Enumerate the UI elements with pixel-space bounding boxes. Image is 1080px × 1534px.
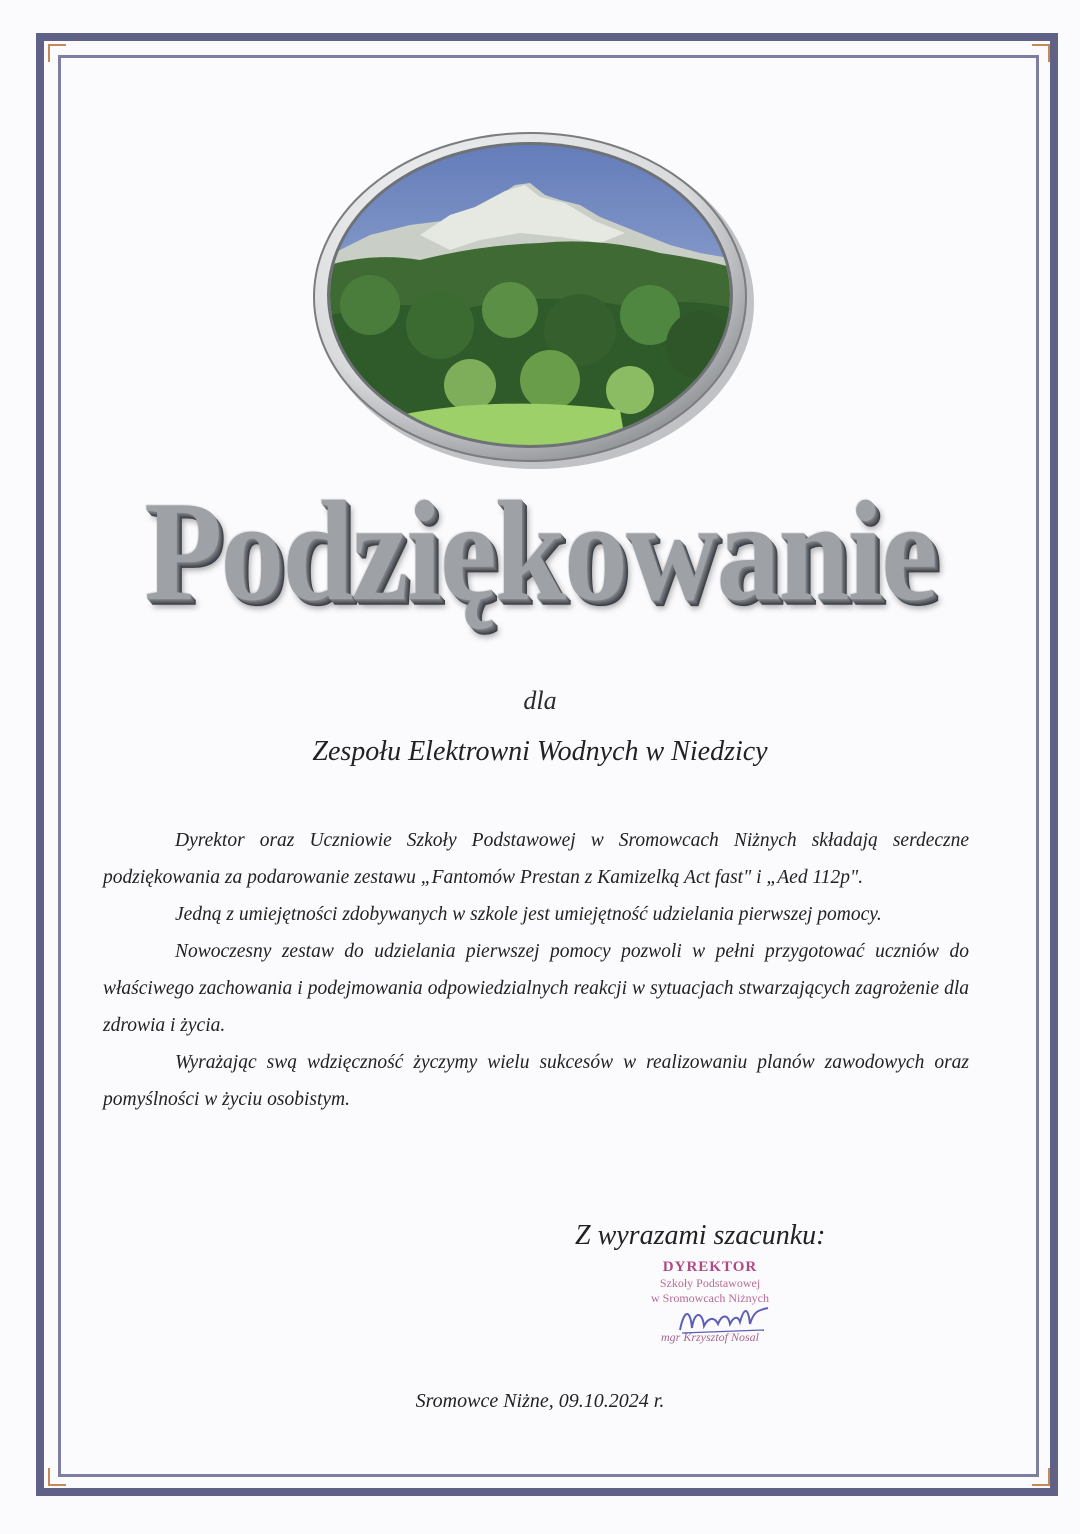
place-and-date: Sromowce Niżne, 09.10.2024 r. <box>415 1390 665 1412</box>
preposition-text: dla <box>523 686 557 715</box>
recipient-name: Zespołu Elektrowni Wodnych w Niedzicy <box>312 736 768 767</box>
letter-body <box>103 822 969 1118</box>
closing-phrase: Z wyrazami szacunku: <box>575 1220 826 1251</box>
stamp-name: mgr Krzysztof Nosal <box>660 1330 760 1344</box>
paragraph: Jedną z umiejętności zdobywanych w szkole jest umiejętność udzielania pierwszej pomocy. <box>175 904 882 925</box>
corner-ornament <box>48 1468 66 1486</box>
corner-ornament <box>1032 44 1050 62</box>
stamp-school: Szkoły Podstawowej <box>659 1276 761 1290</box>
paragraph: Dyrektor oraz Uczniowie Szkoły Podstawowej w Sromowcach Niżnych składają serdeczne podziękowania za podarowanie zestawu „Fantomów Prestan z Kamizelką Act fast" i „Aed 112p". <box>103 830 969 888</box>
corner-ornament <box>48 44 66 62</box>
certificate-title: Podziękowanie <box>144 471 936 631</box>
corner-ornament <box>1032 1468 1050 1486</box>
handwritten-signature <box>672 1300 782 1340</box>
landscape-photo <box>300 125 760 470</box>
paragraph: Wyrażając swą wdzięczność życzymy wielu sukcesów w realizowaniu planów zawodowych oraz pomyślności w życiu osobistym. <box>103 1052 969 1110</box>
stamp-location: w Sromowcach Niżnych <box>651 1291 769 1305</box>
stamp-title: DYREKTOR <box>662 1259 758 1275</box>
paragraph: Nowoczesny zestaw do udzielania pierwszej pomocy pozwoli w pełni przygotować uczniów do właściwego zachowania i podejmowania odpowiedzialnych reakcji w sytuacjach stwarzających zagrożenie dla zdrowia i życia. <box>103 941 969 1036</box>
